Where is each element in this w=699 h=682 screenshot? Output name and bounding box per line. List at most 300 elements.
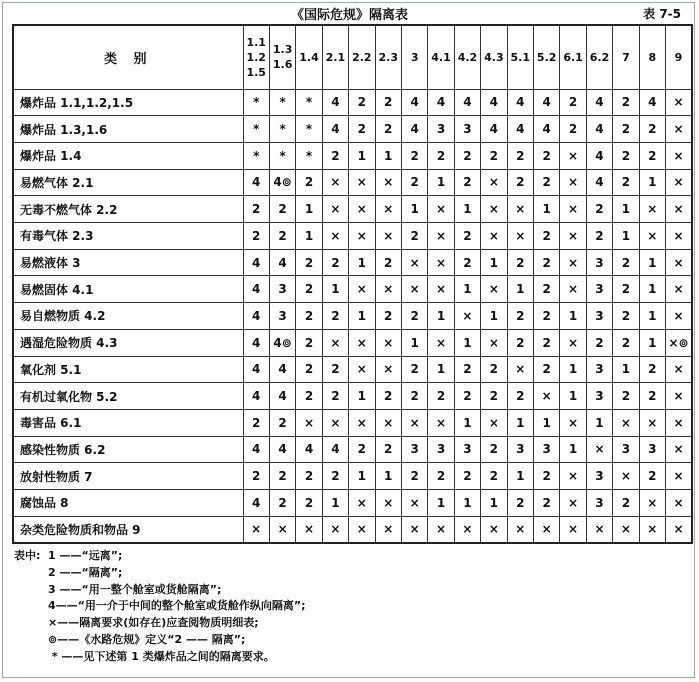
table-cell: * — [243, 89, 269, 116]
table-cell: × — [322, 223, 348, 250]
table-cell: × — [666, 276, 693, 303]
table-cell: × — [507, 196, 533, 223]
table-cell: × — [560, 329, 586, 356]
table-cell: 2 — [639, 142, 665, 169]
table-cell: 4 — [507, 116, 533, 143]
legend-note-text: 2 ——“隔离”; — [48, 565, 123, 579]
table-cell: 2 — [533, 169, 559, 196]
table-cell: 1 — [349, 303, 375, 330]
table-cell: × — [375, 516, 401, 543]
legend-note-text: 1 ——“远离”; — [48, 549, 123, 562]
table-cell: 4 — [481, 116, 507, 143]
column-header — [349, 25, 375, 89]
row-label: 感染性物质 6.2 — [13, 436, 243, 463]
table-cell: 1 — [428, 169, 454, 196]
table-cell: 2 — [613, 249, 639, 276]
table-cell: 2 — [639, 383, 665, 410]
column-header-text: 9 — [674, 50, 683, 64]
table-cell: 1 — [481, 249, 507, 276]
table-cell: 3 — [454, 116, 480, 143]
table-cell: × — [560, 409, 586, 436]
table-cell: 2 — [296, 276, 322, 303]
row-label: 无毒不燃气体 2.2 — [13, 196, 243, 223]
row-label: 爆炸品 1.4 — [13, 142, 243, 169]
table-cell: 4 — [586, 89, 612, 116]
table-cell: 4 — [243, 356, 269, 383]
table-cell: 1 — [454, 490, 480, 517]
row-label: 易燃液体 3 — [13, 249, 243, 276]
table-cell: 3 — [586, 383, 612, 410]
column-header — [481, 25, 507, 89]
column-header — [296, 25, 322, 89]
column-header-text: 5.1 — [510, 50, 531, 64]
table-cell: 4 — [269, 356, 295, 383]
table-cell: 2 — [507, 303, 533, 330]
table-row — [13, 329, 692, 356]
table-cell: × — [243, 516, 269, 543]
table-cell: 2 — [322, 249, 348, 276]
table-cell: 2 — [269, 463, 295, 490]
table-cell: 3 — [586, 490, 612, 517]
table-cell: × — [322, 409, 348, 436]
row-label: 易燃气体 2.1 — [13, 169, 243, 196]
column-header — [586, 25, 612, 89]
table-cell: 1 — [349, 383, 375, 410]
table-cell: 1 — [560, 383, 586, 410]
table-body — [13, 89, 692, 543]
row-label: 放射性物质 7 — [13, 463, 243, 490]
table-cell: 2 — [613, 490, 639, 517]
table-cell: 1 — [507, 463, 533, 490]
table-cell: 2 — [375, 249, 401, 276]
table-cell: 4 — [243, 169, 269, 196]
table-cell: × — [639, 490, 665, 517]
table-cell: 4⊚ — [269, 169, 295, 196]
table-cell: 2 — [586, 196, 612, 223]
column-header-text: 7 — [622, 50, 630, 64]
column-header-text: 6.1 — [563, 50, 583, 64]
table-row — [13, 383, 692, 410]
table-cell: 2 — [533, 276, 559, 303]
legend-note-line — [14, 598, 306, 615]
table-cell: 2 — [481, 142, 507, 169]
table-cell: × — [428, 409, 454, 436]
table-cell: 2 — [533, 223, 559, 250]
table-cell: 2 — [507, 249, 533, 276]
table-cell: * — [243, 116, 269, 143]
table-cell: × — [269, 516, 295, 543]
table-cell: × — [481, 223, 507, 250]
table-cell: 3 — [586, 463, 612, 490]
table-cell: 4 — [586, 169, 612, 196]
table-row — [13, 116, 692, 143]
table-cell: 4 — [296, 436, 322, 463]
table-cell: 1 — [349, 249, 375, 276]
table-cell: 1 — [507, 276, 533, 303]
column-header-text: 2.1 — [325, 50, 346, 64]
table-cell: × — [666, 89, 693, 116]
table-cell: × — [666, 196, 693, 223]
table-cell: 2 — [454, 463, 480, 490]
column-header — [454, 25, 480, 89]
table-cell: × — [401, 276, 427, 303]
table-cell: × — [349, 329, 375, 356]
table-cell: × — [507, 516, 533, 543]
table-cell: 2 — [560, 89, 586, 116]
table-cell: 3 — [586, 249, 612, 276]
table-row — [13, 89, 692, 116]
table-cell: × — [349, 516, 375, 543]
legend-note-line — [14, 632, 306, 649]
table-cell: 1 — [349, 463, 375, 490]
table-row — [13, 142, 692, 169]
table-cell: × — [666, 516, 693, 543]
table-cell: 1 — [533, 196, 559, 223]
table-cell: 2 — [428, 142, 454, 169]
row-label: 易燃固体 4.1 — [13, 276, 243, 303]
table-cell: 1 — [349, 142, 375, 169]
table-cell: 2 — [401, 463, 427, 490]
table-cell: 1 — [428, 356, 454, 383]
table-cell: 3 — [586, 276, 612, 303]
table-cell: × — [666, 490, 693, 517]
table-cell: × — [375, 490, 401, 517]
legend-note-line — [14, 649, 306, 666]
legend-note-text: 4——“用一介于中间的整个舱室或货舱作纵向隔离”; — [48, 599, 306, 613]
table-cell: 1 — [560, 436, 586, 463]
table-cell: * — [269, 89, 295, 116]
table-cell: × — [322, 516, 348, 543]
table-cell: × — [375, 409, 401, 436]
table-cell: 1 — [375, 142, 401, 169]
table-cell: 2 — [454, 383, 480, 410]
column-header — [269, 25, 295, 89]
table-cell: 2 — [481, 383, 507, 410]
legend-prefix: 表中: — [14, 549, 41, 562]
table-cell: 3 — [639, 436, 665, 463]
table-cell: 2 — [613, 276, 639, 303]
table-cell: 1 — [481, 490, 507, 517]
table-cell: × — [454, 303, 480, 330]
table-cell: 2 — [243, 463, 269, 490]
column-header — [401, 25, 427, 89]
row-label: 杂类危险物质和物品 9 — [13, 516, 243, 543]
column-header — [375, 25, 401, 89]
table-cell: 2 — [243, 409, 269, 436]
column-header-text: 4.3 — [484, 50, 504, 64]
table-cell: × — [586, 516, 612, 543]
table-cell: × — [349, 356, 375, 383]
table-cell: × — [349, 490, 375, 517]
table-cell: × — [666, 116, 693, 143]
table-row — [13, 436, 692, 463]
table-cell: 2 — [481, 436, 507, 463]
column-header — [639, 25, 665, 89]
table-cell: 2 — [507, 490, 533, 517]
table-cell: × — [375, 329, 401, 356]
table-cell: 4 — [243, 490, 269, 517]
table-cell: 2 — [507, 142, 533, 169]
table-cell: 2 — [428, 383, 454, 410]
column-header-text: 4.1 — [431, 50, 451, 64]
table-cell: × — [375, 196, 401, 223]
table-cell: × — [296, 409, 322, 436]
table-cell: 4 — [586, 116, 612, 143]
table-row — [13, 196, 692, 223]
table-row — [13, 409, 692, 436]
table-cell: 2 — [322, 383, 348, 410]
table-cell: × — [428, 223, 454, 250]
table-cell: 1 — [613, 356, 639, 383]
table-row — [13, 276, 692, 303]
table-cell: 1 — [296, 196, 322, 223]
table-cell: 2 — [586, 329, 612, 356]
legend-note-text: * ——见下述第 1 类爆炸品之间的隔离要求。 — [48, 649, 275, 663]
table-cell: 2 — [269, 223, 295, 250]
table-cell: × — [560, 223, 586, 250]
table-cell: 4 — [401, 89, 427, 116]
table-cell: 1 — [428, 303, 454, 330]
segregation-table — [12, 24, 693, 544]
table-cell: 1 — [639, 329, 665, 356]
table-cell: 2 — [428, 463, 454, 490]
table-cell: 3 — [269, 276, 295, 303]
table-cell: × — [428, 516, 454, 543]
table-cell: 2 — [481, 356, 507, 383]
table-cell: 4 — [586, 142, 612, 169]
table-cell: × — [613, 463, 639, 490]
table-cell: 2 — [322, 356, 348, 383]
table-cell: 2 — [401, 303, 427, 330]
table-header-row — [13, 25, 692, 89]
table-cell: 2 — [375, 436, 401, 463]
table-cell: 2 — [243, 196, 269, 223]
column-header — [560, 25, 586, 89]
table-cell: 2 — [401, 142, 427, 169]
table-cell: 3 — [428, 436, 454, 463]
table-cell: 2 — [322, 303, 348, 330]
table-cell: 1 — [296, 223, 322, 250]
table-cell: 2 — [401, 383, 427, 410]
table-cell: 4 — [454, 89, 480, 116]
table-cell: 2 — [269, 490, 295, 517]
table-cell: 2 — [375, 383, 401, 410]
table-cell: × — [560, 249, 586, 276]
table-cell: 2 — [454, 356, 480, 383]
table-cell: × — [560, 196, 586, 223]
table-cell: * — [296, 116, 322, 143]
column-header — [666, 25, 693, 89]
table-cell: 4 — [243, 329, 269, 356]
table-cell: × — [401, 490, 427, 517]
table-cell: 1 — [586, 409, 612, 436]
table-cell: 2 — [296, 329, 322, 356]
table-cell: × — [481, 196, 507, 223]
table-cell: × — [560, 276, 586, 303]
page-title: 《国际危规》隔离表 — [290, 8, 408, 23]
table-cell: 2 — [401, 169, 427, 196]
row-label: 有机过氧化物 5.2 — [13, 383, 243, 410]
table-cell: * — [243, 142, 269, 169]
table-cell: × — [533, 516, 559, 543]
table-cell: 1 — [613, 223, 639, 250]
table-cell: 4 — [269, 249, 295, 276]
table-cell: 2 — [507, 383, 533, 410]
table-cell: 2 — [507, 169, 533, 196]
table-cell: 1 — [481, 303, 507, 330]
table-cell: × — [507, 223, 533, 250]
table-cell: × — [666, 142, 693, 169]
row-label: 遇湿危险物质 4.3 — [13, 329, 243, 356]
table-cell: 1 — [322, 276, 348, 303]
table-cell: × — [401, 409, 427, 436]
table-cell: × — [586, 436, 612, 463]
table-cell: 2 — [613, 383, 639, 410]
row-label: 有毒气体 2.3 — [13, 223, 243, 250]
table-cell: × — [428, 196, 454, 223]
table-cell: 2 — [296, 383, 322, 410]
table-cell: 2 — [401, 223, 427, 250]
table-cell: 2 — [375, 116, 401, 143]
table-cell: 2 — [454, 249, 480, 276]
category-header: 类 别 — [13, 25, 243, 89]
table-cell: 2 — [296, 356, 322, 383]
table-cell: 2 — [296, 490, 322, 517]
table-cell: 2 — [481, 463, 507, 490]
table-cell: × — [666, 249, 693, 276]
table-cell: 4 — [401, 116, 427, 143]
legend-note-line — [14, 615, 306, 632]
table-cell: 1 — [454, 329, 480, 356]
table-cell: × — [481, 276, 507, 303]
table-cell: 2 — [639, 463, 665, 490]
column-header-text: 1.3 — [272, 43, 293, 57]
table-cell: * — [269, 116, 295, 143]
table-cell: 2 — [586, 223, 612, 250]
table-cell: 1 — [322, 490, 348, 517]
table-cell: 4 — [243, 276, 269, 303]
table-cell: 1 — [454, 409, 480, 436]
table-cell: × — [613, 409, 639, 436]
legend-note-text: ×——隔离要求(如存在)应查阅物质明细表; — [48, 616, 259, 630]
table-cell: × — [613, 516, 639, 543]
table-cell: 2 — [349, 89, 375, 116]
table-cell: 1 — [639, 169, 665, 196]
table-cell: 2 — [613, 142, 639, 169]
table-cell: 2 — [296, 463, 322, 490]
column-header-text: 4.2 — [457, 50, 478, 64]
table-cell: × — [296, 516, 322, 543]
table-cell: × — [375, 276, 401, 303]
row-label: 氧化剂 5.1 — [13, 356, 243, 383]
table-cell: 2 — [533, 463, 559, 490]
legend-notes — [14, 548, 306, 666]
column-header-text: 8 — [648, 50, 657, 64]
table-cell: 1 — [454, 196, 480, 223]
table-cell: * — [269, 142, 295, 169]
table-cell: 2 — [613, 169, 639, 196]
table-cell: 2 — [507, 329, 533, 356]
table-cell: 3 — [269, 303, 295, 330]
table-cell: 4 — [243, 383, 269, 410]
column-header — [507, 25, 533, 89]
table-cell: 1 — [533, 409, 559, 436]
table-cell: 4 — [322, 436, 348, 463]
table-cell: × — [666, 383, 693, 410]
table-cell: 2 — [322, 463, 348, 490]
table-cell: 2 — [533, 142, 559, 169]
legend-note-text: 3 ——“用一整个舱室或货舱隔离”; — [48, 582, 222, 596]
table-cell: 2 — [349, 116, 375, 143]
table-cell: × — [375, 223, 401, 250]
table-cell: 4 — [533, 89, 559, 116]
table-cell: 2 — [639, 116, 665, 143]
table-cell: × — [375, 169, 401, 196]
table-cell: 3 — [507, 436, 533, 463]
table-cell: 2 — [243, 223, 269, 250]
table-number: 表 7-5 — [643, 7, 681, 21]
table-cell: × — [375, 356, 401, 383]
table-cell: × — [481, 409, 507, 436]
table-cell: × — [322, 169, 348, 196]
table-cell: 4 — [322, 116, 348, 143]
table-cell: 3 — [586, 303, 612, 330]
table-cell: × — [349, 196, 375, 223]
table-cell: 2 — [533, 249, 559, 276]
column-header-text: 2.2 — [352, 50, 372, 64]
table-cell: × — [481, 169, 507, 196]
table-cell: 3 — [454, 436, 480, 463]
table-cell: × — [481, 329, 507, 356]
table-cell: 4 — [243, 249, 269, 276]
column-header — [243, 25, 269, 89]
column-header — [533, 25, 559, 89]
table-cell: ×⊚ — [666, 329, 693, 356]
table-row — [13, 516, 692, 543]
table-cell: 2 — [533, 329, 559, 356]
legend-note-line — [14, 582, 306, 599]
table-cell: 3 — [586, 356, 612, 383]
table-cell: 4 — [243, 303, 269, 330]
column-header — [428, 25, 454, 89]
column-header-text: 1.6 — [272, 58, 293, 72]
table-cell: × — [533, 383, 559, 410]
table-cell: * — [296, 142, 322, 169]
table-cell: × — [349, 169, 375, 196]
row-label: 毒害品 6.1 — [13, 409, 243, 436]
table-cell: × — [322, 329, 348, 356]
table-cell: 2 — [613, 329, 639, 356]
table-cell: 4⊚ — [269, 329, 295, 356]
legend-note-text: ⊚——《水路危规》定义“2 —— 隔离”; — [48, 632, 246, 646]
table-row — [13, 249, 692, 276]
column-header-text: 1.5 — [246, 65, 266, 79]
row-label: 腐蚀品 8 — [13, 490, 243, 517]
table-cell: 2 — [296, 169, 322, 196]
row-label: 易自燃物质 4.2 — [13, 303, 243, 330]
table-cell: 4 — [428, 89, 454, 116]
table-cell: 4 — [533, 116, 559, 143]
table-cell: 2 — [639, 356, 665, 383]
table-cell: 1 — [560, 356, 586, 383]
table-cell: 2 — [375, 303, 401, 330]
table-cell: × — [666, 303, 693, 330]
legend-note-line — [14, 565, 306, 582]
column-header-text: 2.3 — [378, 50, 398, 64]
table-cell: 2 — [296, 303, 322, 330]
table-cell: 4 — [481, 89, 507, 116]
table-cell: × — [454, 516, 480, 543]
